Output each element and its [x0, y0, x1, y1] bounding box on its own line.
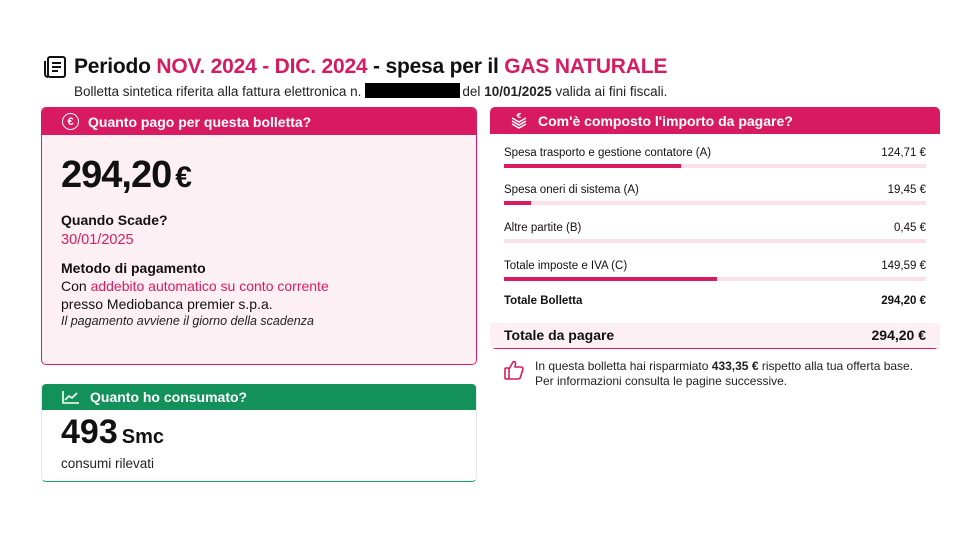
saving-amount: 433,35 €: [711, 359, 759, 373]
invoice-date: 10/01/2025: [484, 84, 552, 99]
consumption-card: [41, 384, 477, 482]
breakdown-bar: [504, 201, 531, 205]
payment-summary-heading: € Quanto pago per questa bolletta?: [42, 108, 476, 135]
payment-method: Con addebito automatico su conto corrente: [61, 278, 329, 294]
consumption-note: consumi rilevati: [61, 456, 155, 471]
payment-note: Il pagamento avviene il giorno della scadenza: [61, 314, 314, 328]
payment-summary-card: [41, 107, 477, 365]
page-subtitle: Bolletta sintetica riferita alla fattura elettronica n. del 10/01/2025 valida ai fini fiscali.: [74, 84, 668, 99]
due-date-label: Quando Scade?: [61, 212, 168, 228]
amount-breakdown-card: € Com'è composto l'importo da pagare? Spesa trasporto e gestione contatore (A) 124,71 € Spesa oneri di sistema (A) 19,45 € Altre partite (B) 0,45 € Totale imposte e IVA (C) 149,59 € Totale Bolletta 294,20 € Totale da pagare 294,20 €: [490, 107, 940, 349]
line-chart-icon: [62, 390, 80, 404]
breakdown-bar: [504, 277, 717, 281]
billing-period: NOV. 2024 - DIC. 2024: [156, 55, 368, 78]
payment-method-label: Metodo di pagamento: [61, 260, 206, 276]
page-title: Periodo NOV. 2024 - DIC. 2024 - spesa per il GAS NATURALE: [74, 55, 668, 78]
breakdown-bar: [504, 164, 681, 168]
consumption-heading: Quanto ho consumato?: [42, 384, 476, 410]
euro-icon: €: [62, 113, 79, 130]
redacted-invoice-number: [365, 83, 460, 98]
payment-method-link[interactable]: addebito automatico su conto corrente: [90, 278, 329, 294]
amount-due: 294,20 €: [61, 154, 191, 196]
consumption-value: 493 Smc: [61, 413, 164, 451]
coins-stack-icon: [510, 112, 528, 130]
payment-bank: presso Mediobanca premier s.p.a.: [61, 296, 273, 312]
total-to-pay-row: Totale da pagare 294,20 €: [490, 323, 940, 348]
svg-text:€: €: [516, 111, 522, 120]
thumbs-up-icon: [503, 359, 525, 381]
document-icon: [44, 55, 70, 79]
amount-breakdown-heading: € Com'è composto l'importo da pagare?: [490, 107, 940, 134]
due-date: 30/01/2025: [61, 232, 134, 248]
commodity-name: GAS NATURALE: [504, 55, 668, 78]
